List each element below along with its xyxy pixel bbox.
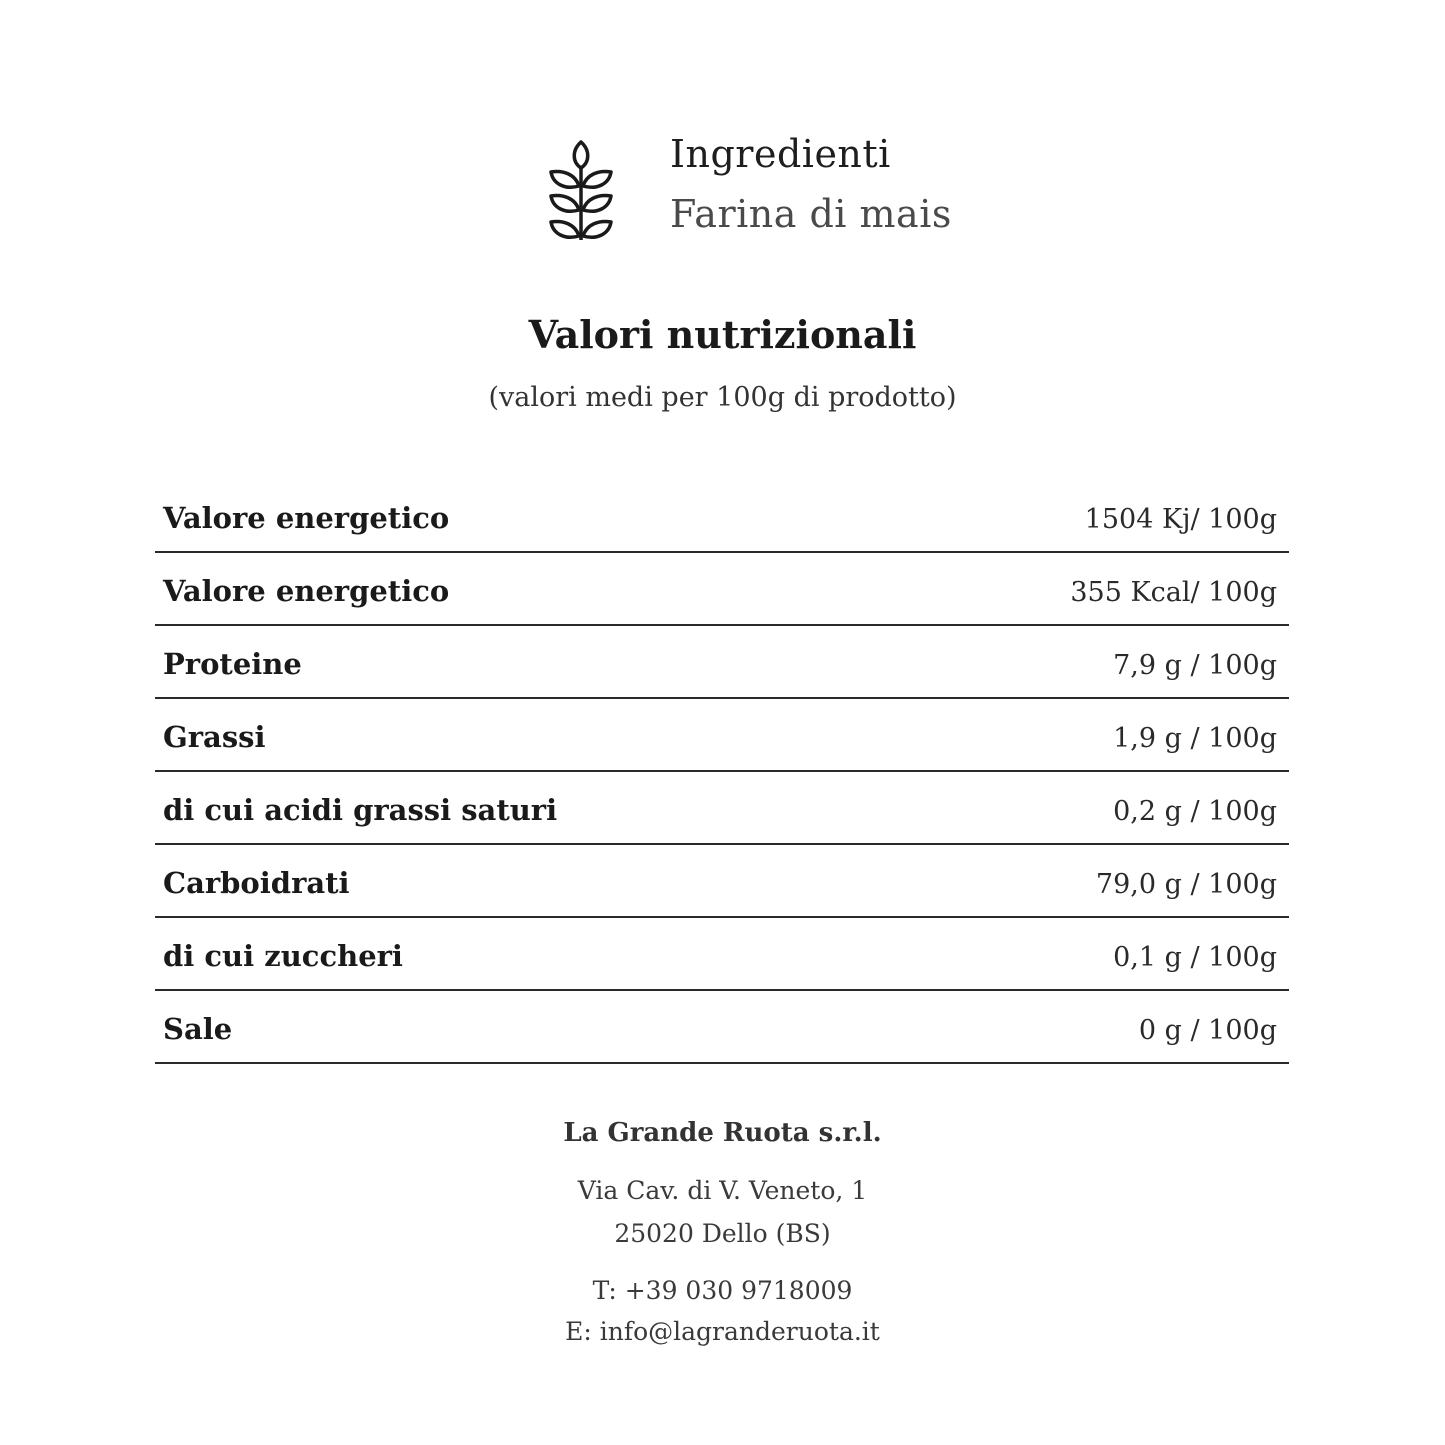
nutrition-label: di cui zuccheri xyxy=(163,939,403,973)
nutrition-value: 79,0 g / 100g xyxy=(1095,869,1277,900)
ingredients-title: Ingredienti xyxy=(670,132,891,176)
nutrition-label: di cui acidi grassi saturi xyxy=(163,793,558,827)
nutrition-row xyxy=(155,699,1289,772)
nutrition-value: 7,9 g / 100g xyxy=(1113,650,1277,681)
ingredients-section xyxy=(545,130,965,250)
nutrition-label: Valore energetico xyxy=(163,574,450,608)
ingredients-value: Farina di mais xyxy=(670,192,952,236)
nutrition-row xyxy=(155,772,1289,845)
nutrition-label: Grassi xyxy=(163,720,266,754)
nutrition-value: 0,2 g / 100g xyxy=(1113,796,1277,827)
nutrition-row xyxy=(155,918,1289,991)
nutrition-table xyxy=(155,480,1289,1064)
company-name: La Grande Ruota s.r.l. xyxy=(563,1118,882,1148)
company-phone: T: +39 030 9718009 xyxy=(592,1276,853,1305)
nutrition-label: Proteine xyxy=(163,647,302,681)
company-address-line2: 25020 Dello (BS) xyxy=(614,1219,831,1248)
nutrition-value: 0 g / 100g xyxy=(1138,1015,1277,1046)
nutrition-value: 1504 Kj/ 100g xyxy=(1084,504,1277,535)
wheat-icon xyxy=(545,138,617,242)
nutrition-value: 355 Kcal/ 100g xyxy=(1070,577,1277,608)
nutrition-label: Sale xyxy=(163,1012,233,1046)
nutrition-value: 0,1 g / 100g xyxy=(1113,942,1277,973)
nutrition-row xyxy=(155,991,1289,1064)
company-address-line1: Via Cav. di V. Veneto, 1 xyxy=(577,1176,868,1205)
nutrition-value: 1,9 g / 100g xyxy=(1113,723,1277,754)
nutrition-row xyxy=(155,480,1289,553)
nutrition-title: Valori nutrizionali xyxy=(528,312,917,357)
nutrition-label: Carboidrati xyxy=(163,866,350,900)
nutrition-row xyxy=(155,626,1289,699)
nutrition-subtitle: (valori medi per 100g di prodotto) xyxy=(488,382,957,413)
company-email: E: info@lagranderuota.it xyxy=(565,1317,880,1346)
nutrition-row xyxy=(155,553,1289,626)
nutrition-row xyxy=(155,845,1289,918)
nutrition-label: Valore energetico xyxy=(163,501,450,535)
